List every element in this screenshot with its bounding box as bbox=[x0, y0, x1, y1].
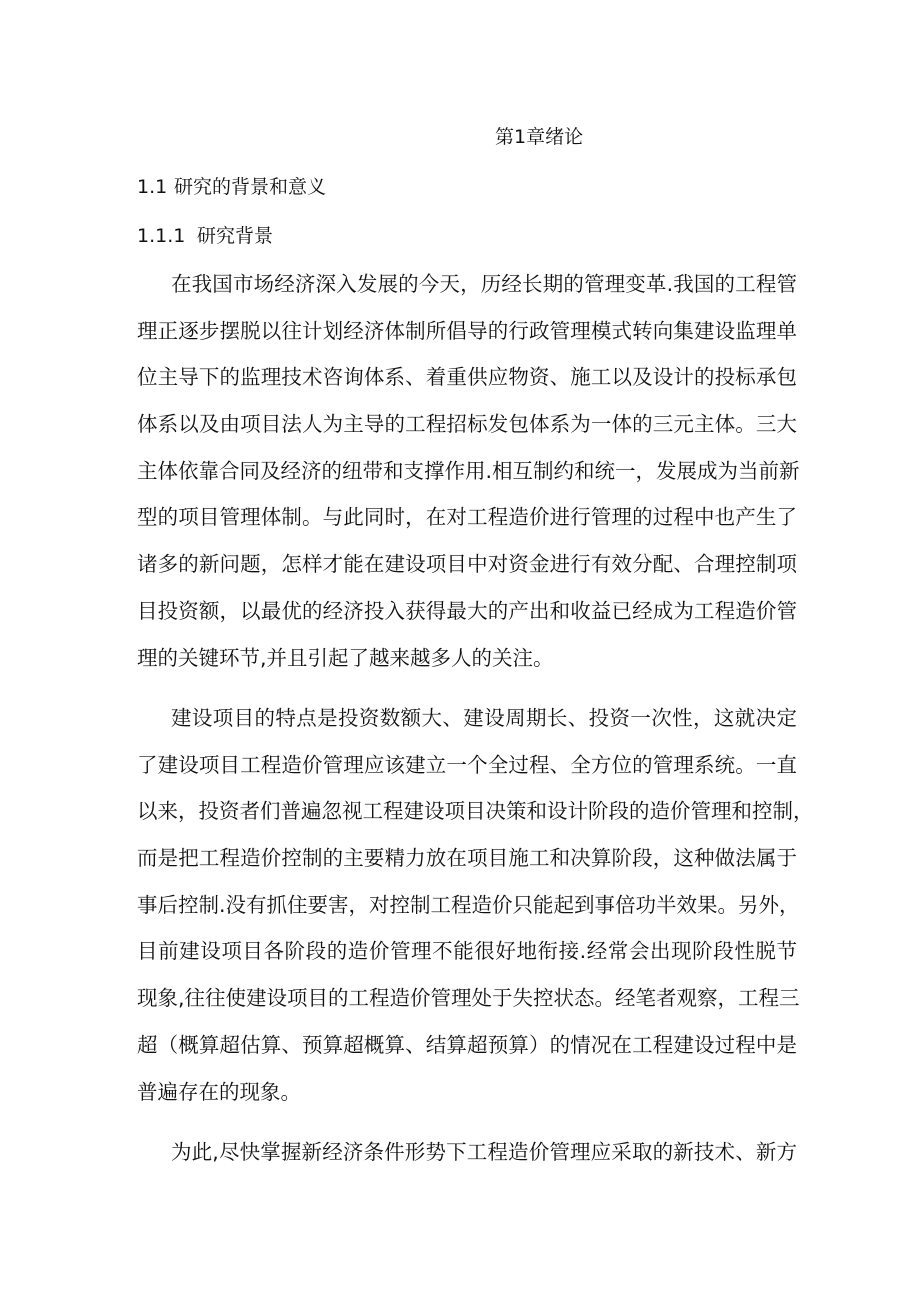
paragraph-line: 在我国市场经济深入发展的今天，历经长期的管理变革.我国的工程管 bbox=[171, 272, 797, 296]
paragraph-line: 以来，投资者们普遍忽视工程建设项目决策和设计阶段的造价管理和控制， bbox=[137, 799, 814, 824]
paragraph-line: 建设项目的特点是投资数额大、建设周期长、投资一次性，这就决定 bbox=[171, 706, 797, 730]
paragraph-line: 目投资额，以最优的经济投入获得最大的产出和收益已经成为工程造价管 bbox=[137, 598, 797, 623]
paragraph-line: 事后控制.没有抓住要害，对控制工程造价只能起到事倍功半效果。另外， bbox=[137, 892, 800, 917]
section-heading bbox=[137, 172, 326, 202]
paragraph-1 bbox=[137, 261, 800, 681]
section-title: 研究的背景和意义 bbox=[174, 176, 327, 198]
paragraph-line: 诸多的新问题，怎样才能在建设项目中对资金进行有效分配、合理控制项 bbox=[137, 552, 797, 577]
subsection-heading bbox=[137, 221, 273, 251]
paragraph-2 bbox=[137, 695, 814, 1115]
subsection-title: 研究背景 bbox=[197, 225, 274, 247]
subsection-number: 1.1.1 bbox=[137, 225, 186, 247]
paragraph-line: 理的关键环节,并且引起了越来越多人的关注。 bbox=[137, 645, 554, 670]
paragraph-line: 型的项目管理体制。与此同时，在对工程造价进行管理的过程中也产生了 bbox=[137, 505, 797, 530]
paragraph-line: 现象,往往使建设项目的工程造价管理处于失控状态。经笔者观察，工程三 bbox=[137, 986, 800, 1011]
paragraph-line: 而是把工程造价控制的主要精力放在项目施工和决算阶段，这种做法属于 bbox=[137, 846, 797, 871]
paragraph-line: 普遍存在的现象。 bbox=[137, 1079, 301, 1104]
paragraph-line: 超（概算超估算、预算超概算、结算超预算）的情况在工程建设过程中是 bbox=[137, 1032, 797, 1057]
paragraph-line: 为此,尽快掌握新经济条件形势下工程造价管理应采取的新技术、新方 bbox=[171, 1140, 797, 1164]
paragraph-3 bbox=[137, 1129, 797, 1176]
section-number: 1.1 bbox=[137, 176, 168, 198]
paragraph-line: 体系以及由项目法人为主导的工程招标发包体系为一体的三元主体。三大 bbox=[137, 412, 797, 437]
paragraph-line: 位主导下的监理技术咨询体系、着重供应物资、施工以及设计的投标承包 bbox=[137, 365, 797, 390]
paragraph-line: 目前建设项目各阶段的造价管理不能很好地衔接.经常会出现阶段性脱节 bbox=[137, 939, 797, 964]
chapter-title: 第1章绪论 bbox=[495, 126, 584, 148]
paragraph-line: 主体依靠合同及经济的纽带和支撑作用.相互制约和统一，发展成为当前新 bbox=[137, 458, 800, 483]
paragraph-line: 了建设项目工程造价管理应该建立一个全过程、全方位的管理系统。一直 bbox=[137, 752, 797, 777]
paragraph-line: 理正逐步摆脱以往计划经济体制所倡导的行政管理模式转向集建设监理单 bbox=[137, 318, 797, 343]
